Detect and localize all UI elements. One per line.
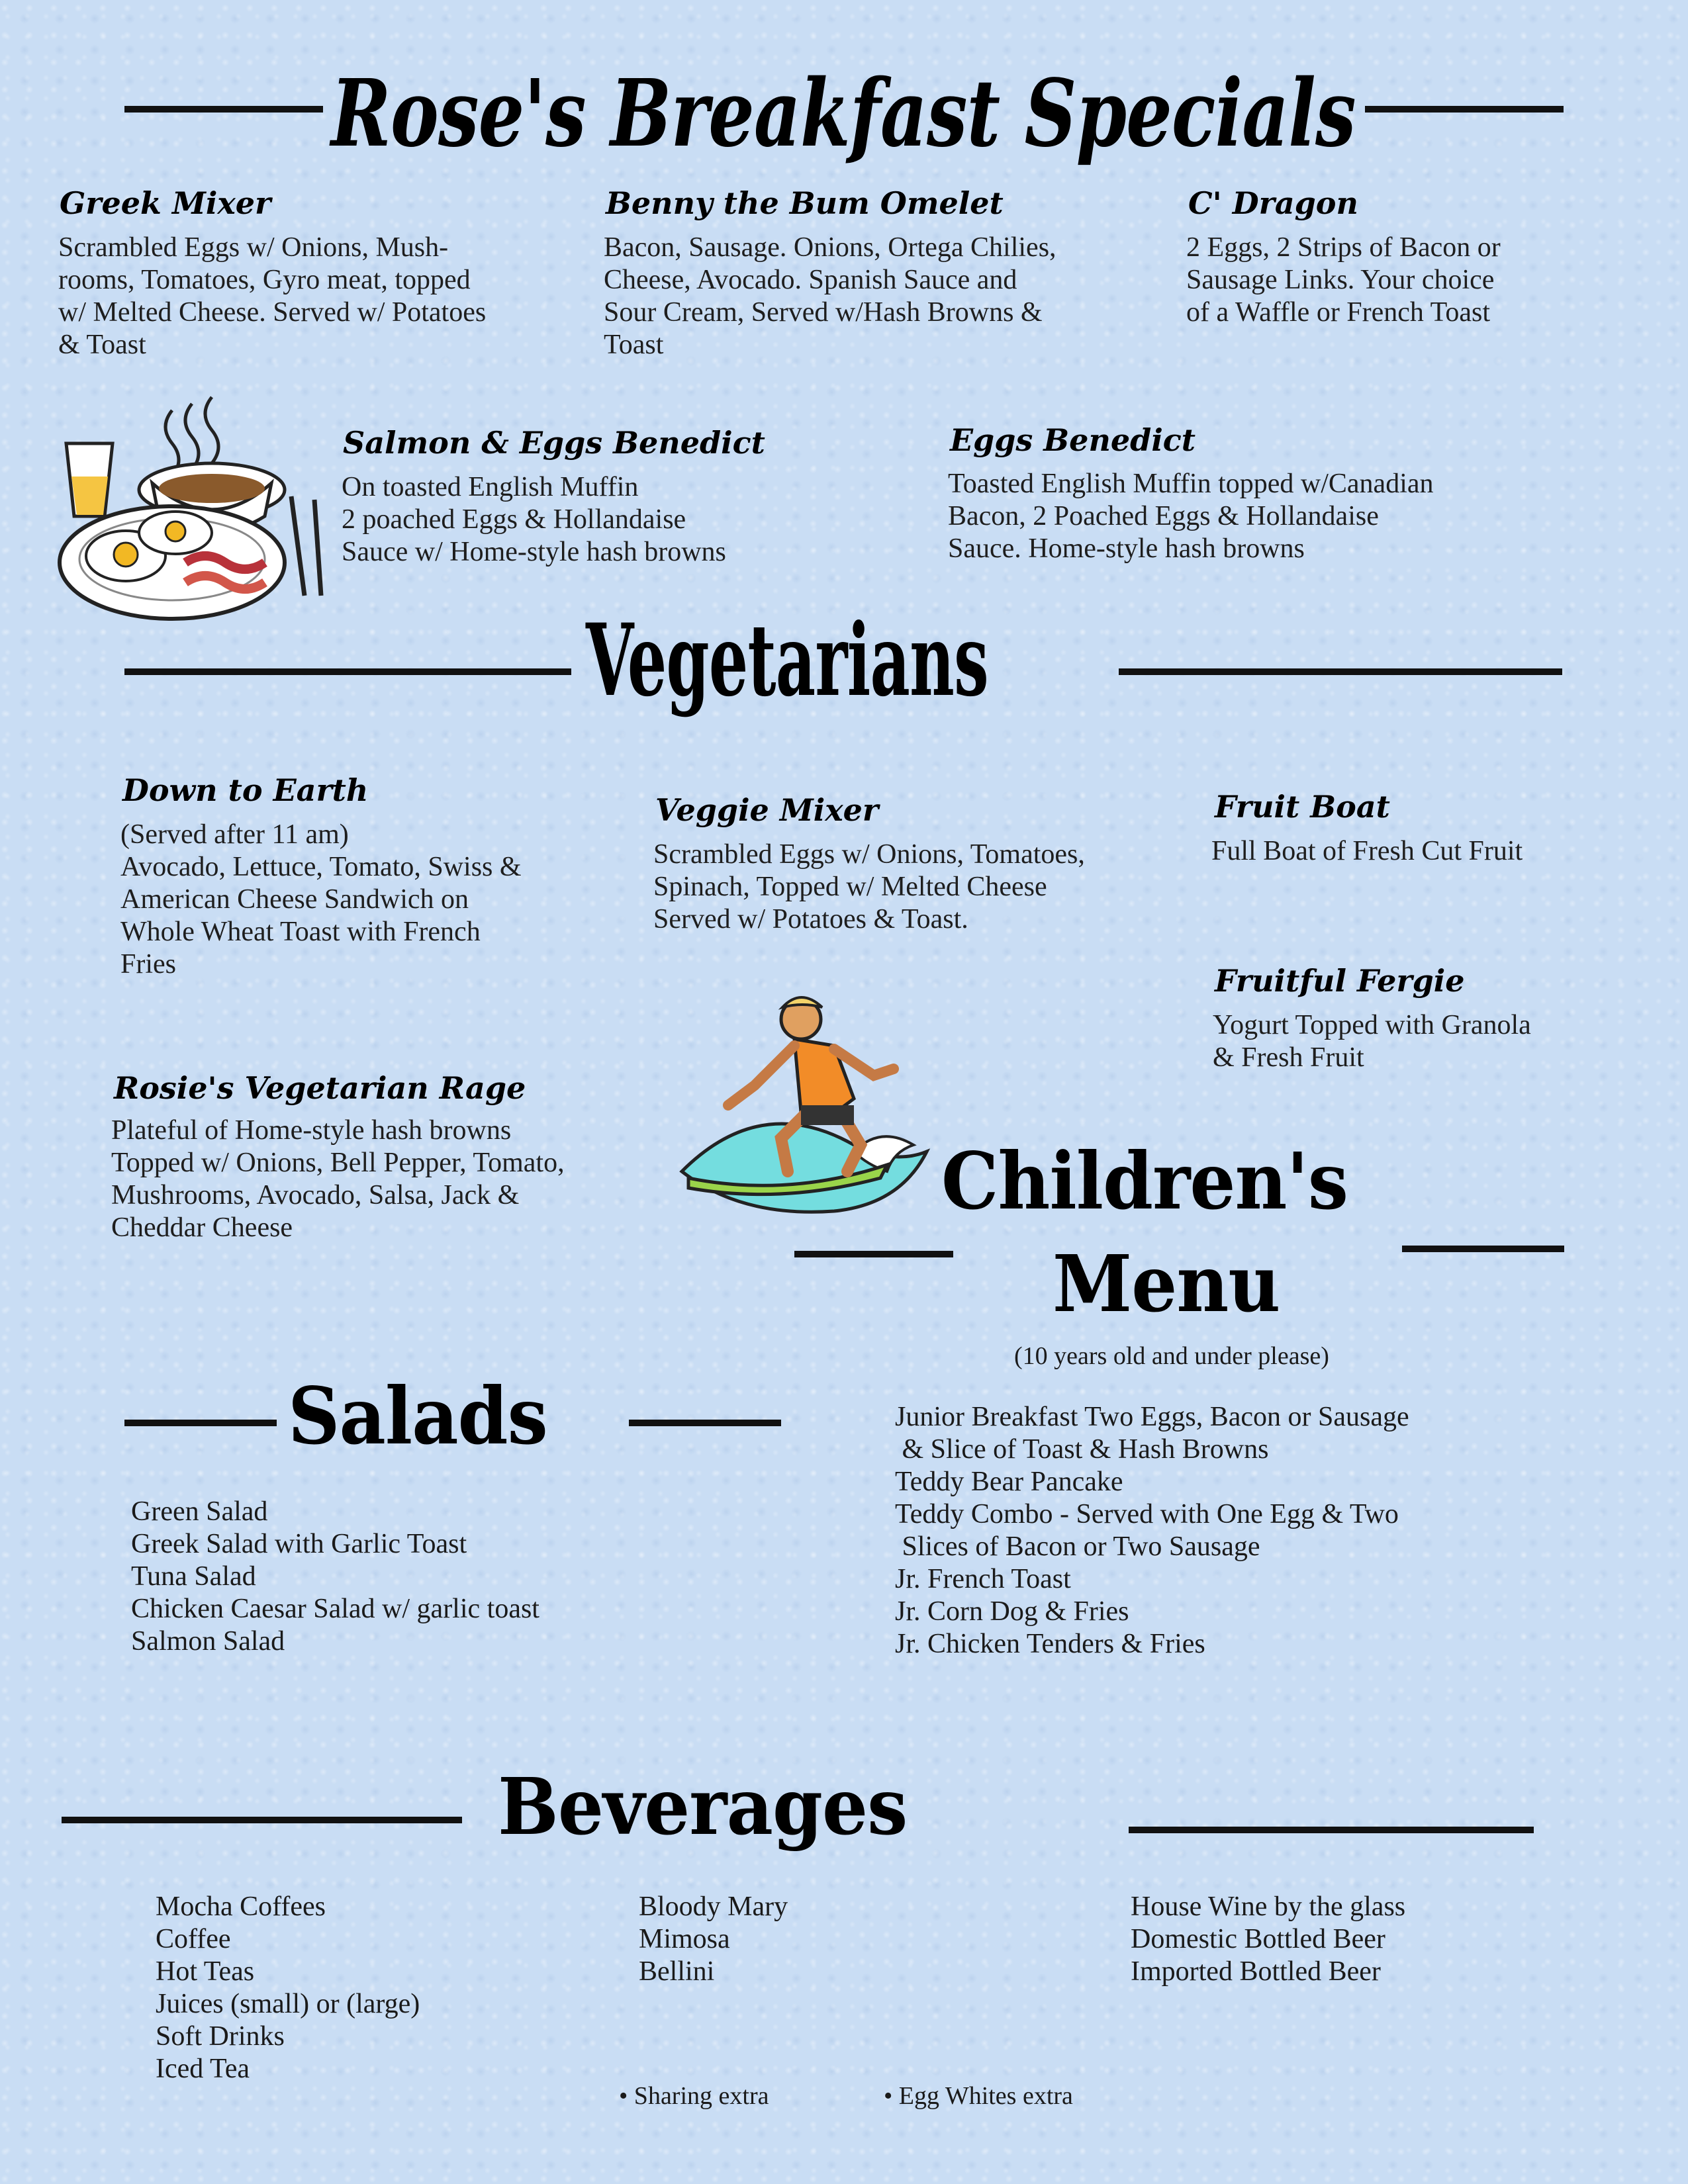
children-heading-line2: Menu	[1053, 1238, 1280, 1330]
list-item: Green Salad	[131, 1496, 268, 1527]
beverages-list-col3	[1131, 1891, 1405, 1988]
list-item: Imported Bottled Beer	[1131, 1956, 1381, 1987]
list-item: Jr. Corn Dog & Fries	[895, 1596, 1129, 1627]
item-title: Down to Earth	[122, 772, 369, 808]
item-desc: Full Boat of Fresh Cut Fruit	[1211, 836, 1523, 866]
breakfast-plate-icon	[53, 390, 331, 635]
list-item: Junior Breakfast Two Eggs, Bacon or Sausage	[895, 1402, 1409, 1432]
heading-rule-left	[62, 1817, 462, 1823]
item-desc: 2 Eggs, 2 Strips of Bacon or Sausage Links. Your choice of a Waffle or French Toast	[1186, 232, 1501, 328]
item-title: Salmon & Eggs Benedict	[343, 425, 765, 461]
list-item: & Slice of Toast & Hash Browns	[895, 1434, 1269, 1465]
item-desc: Toasted English Muffin topped w/Canadian Bacon, 2 Poached Eggs & Hollandaise Sauce. Home-style hash browns	[948, 469, 1434, 564]
list-item: Hot Teas	[156, 1956, 255, 1987]
item-title: Fruitful Fergie	[1215, 963, 1465, 999]
heading-rule-left	[124, 1420, 277, 1426]
heading-rule-right	[1129, 1827, 1534, 1833]
list-item: Jr. French Toast	[895, 1564, 1071, 1594]
vegetarians-heading: Vegetarians	[586, 602, 988, 719]
children-age-note: (10 years old and under please)	[1014, 1342, 1329, 1370]
list-item: Mocha Coffees	[156, 1891, 326, 1922]
item-desc: Bacon, Sausage. Onions, Ortega Chilies, Cheese, Avocado. Spanish Sauce and Sour Cream, Served w/Hash Browns & Toast	[604, 232, 1056, 360]
heading-rule-left	[124, 668, 571, 675]
list-item: Jr. Chicken Tenders & Fries	[895, 1629, 1205, 1659]
beverages-heading: Beverages	[498, 1760, 908, 1852]
list-item: Soft Drinks	[156, 2021, 285, 2052]
heading-rule-right	[629, 1420, 781, 1426]
item-desc: Yogurt Topped with Granola & Fresh Fruit	[1213, 1010, 1531, 1073]
item-desc: (Served after 11 am) Avocado, Lettuce, Tomato, Swiss & American Cheese Sandwich on Whole Wheat Toast with French Fries	[120, 819, 522, 979]
breakfast-heading: Rose's Breakfast Specials	[331, 60, 1356, 168]
salads-heading: Salads	[288, 1370, 547, 1462]
item-desc: Scrambled Eggs w/ Onions, Tomatoes, Spinach, Topped w/ Melted Cheese Served w/ Potatoes & Toast.	[653, 839, 1085, 934]
list-item: Coffee	[156, 1924, 231, 1954]
item-title: Greek Mixer	[60, 185, 271, 221]
footer-sharing-note: • Sharing extra	[619, 2082, 769, 2110]
item-title: C' Dragon	[1188, 185, 1358, 221]
list-item: Juices (small) or (large)	[156, 1989, 420, 2019]
salads-list	[131, 1496, 539, 1658]
heading-rule-right	[1365, 106, 1564, 113]
list-item: Tuna Salad	[131, 1561, 256, 1592]
list-item: Iced Tea	[156, 2054, 250, 2084]
item-title: Benny the Bum Omelet	[606, 185, 1004, 221]
item-title: Veggie Mixer	[655, 792, 879, 828]
footer-egg-whites-note: • Egg Whites extra	[884, 2082, 1073, 2110]
item-title: Fruit Boat	[1215, 789, 1390, 825]
list-item: Mimosa	[639, 1924, 730, 1954]
heading-rule-left	[124, 106, 323, 113]
list-item: Teddy Bear Pancake	[895, 1467, 1123, 1497]
surfer-icon	[669, 993, 947, 1244]
item-desc: Scrambled Eggs w/ Onions, Mush- rooms, Tomatoes, Gyro meat, topped w/ Melted Cheese. Served w/ Potatoes & Toast	[58, 232, 487, 360]
children-heading-line1: Children's	[941, 1135, 1348, 1227]
list-item: Slices of Bacon or Two Sausage	[895, 1531, 1260, 1562]
list-item: Greek Salad with Garlic Toast	[131, 1529, 467, 1559]
beverages-list-col1	[156, 1891, 420, 2085]
list-item: Bellini	[639, 1956, 715, 1987]
list-item: House Wine by the glass	[1131, 1891, 1406, 1922]
item-desc: Plateful of Home-style hash browns Topped w/ Onions, Bell Pepper, Tomato, Mushrooms, Avocado, Salsa, Jack & Cheddar Cheese	[111, 1115, 565, 1243]
list-item: Bloody Mary	[639, 1891, 788, 1922]
heading-rule-right	[1119, 668, 1562, 675]
beverages-list-col2	[639, 1891, 788, 1988]
item-title: Rosie's Vegetarian Rage	[114, 1070, 526, 1106]
heading-rule-right	[1402, 1246, 1564, 1252]
children-menu-list	[895, 1401, 1409, 1661]
heading-rule-left	[794, 1251, 953, 1257]
list-item: Domestic Bottled Beer	[1131, 1924, 1385, 1954]
list-item: Salmon Salad	[131, 1626, 285, 1657]
list-item: Chicken Caesar Salad w/ garlic toast	[131, 1594, 539, 1624]
item-title: Eggs Benedict	[950, 422, 1196, 458]
list-item: Teddy Combo - Served with One Egg & Two	[895, 1499, 1399, 1529]
item-desc: On toasted English Muffin 2 poached Eggs & Hollandaise Sauce w/ Home-style hash browns	[342, 472, 726, 567]
